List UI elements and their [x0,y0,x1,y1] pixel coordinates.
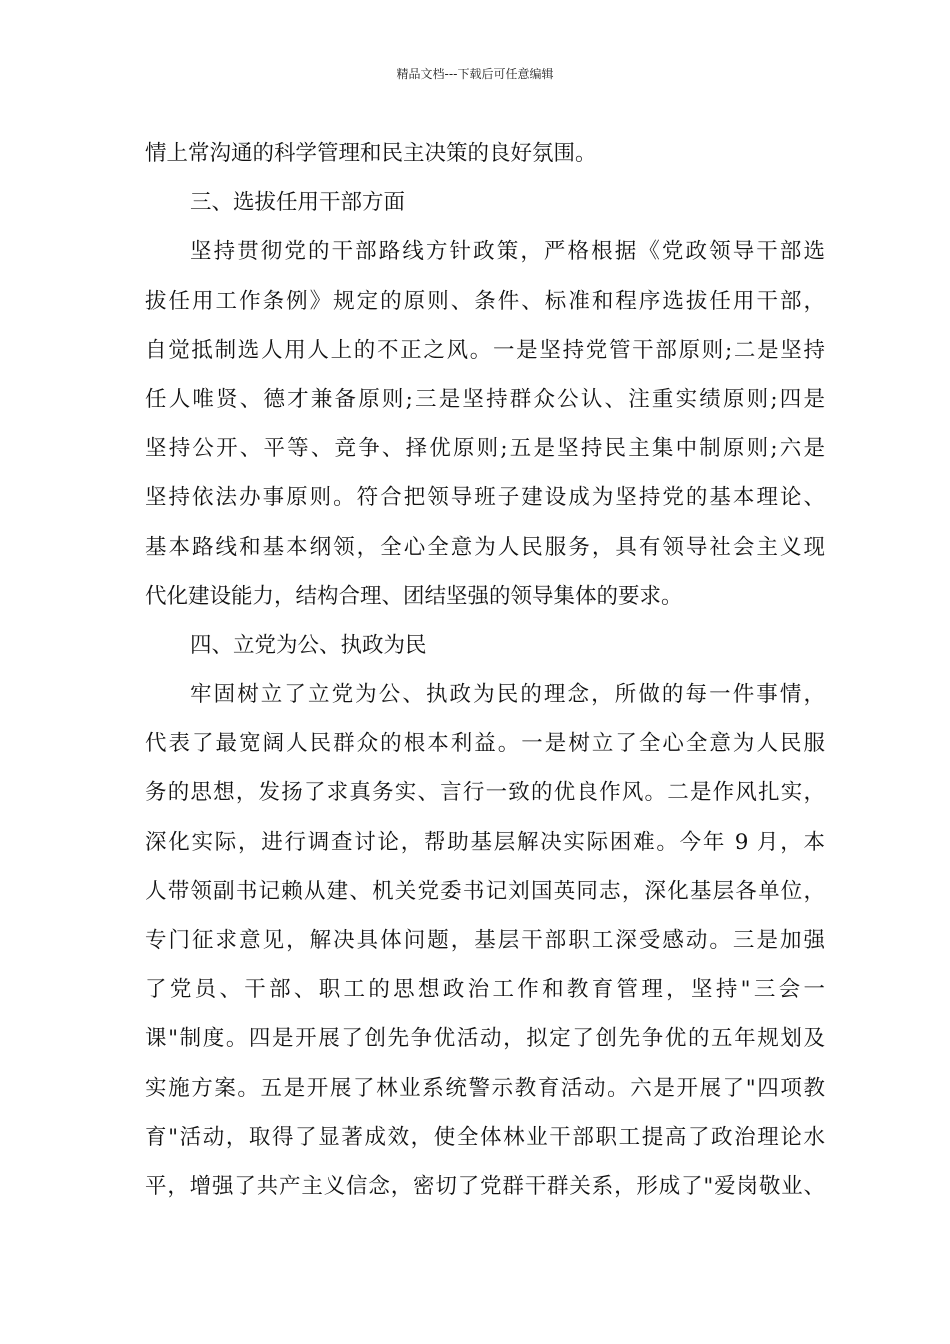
text-line: 拔任用工作条例》规定的原则、条件、标准和程序选拔任用干部， [145,288,825,314]
text-line: 牢固树立了立党为公、执政为民的理念，所做的每一件事情， [190,682,825,708]
text-line: 坚持贯彻党的干部路线方针政策，严格根据《党政领导干部选 [190,239,825,265]
text-line: 专门征求意见，解决具体问题，基层干部职工深受感动。三是加强 [145,928,825,953]
page-header: 精品文档---下载后可任意编辑 [396,67,554,81]
text-line: 坚持公开、平等、竞争、择优原则;五是坚持民主集中制原则;六是 [145,436,825,462]
text-line: 坚持依法办事原则。符合把领导班子建设成为坚持党的基本理论、 [145,485,825,511]
text-line: 实施方案。五是开展了林业系统警示教育活动。六是开展了"四项教 [145,1075,825,1101]
section-heading: 三、选拔任用干部方面 [190,190,406,216]
text-line: 育"活动，取得了显著成效，使全体林业干部职工提高了政治理论水 [145,1124,825,1150]
text-line: 基本路线和基本纲领，全心全意为人民服务，具有领导社会主义现 [145,534,825,560]
text-line: 人带领副书记赖从建、机关党委书记刘国英同志，深化基层各单位， [145,878,825,904]
text-line: 代化建设能力，结构合理、团结坚强的领导集体的要求。 [145,583,683,609]
text-line: 深化实际，进行调查讨论，帮助基层解决实际困难。今年 9 月，本 [145,829,825,855]
text-line: 自觉抵制选人用人上的不正之风。一是坚持党管干部原则;二是坚持 [145,337,825,363]
text-line: 平，增强了共产主义信念，密切了党群干群关系，形成了"爱岗敬业、 [145,1173,825,1199]
section-heading: 四、立党为公、执政为民 [190,632,427,658]
text-line: 务的思想，发扬了求真务实、言行一致的优良作风。二是作风扎实， [145,780,825,806]
text-line: 了党员、干部、职工的思想政治工作和教育管理，坚持"三会一 [145,977,825,1003]
text-line: 任人唯贤、德才兼备原则;三是坚持群众公认、注重实绩原则;四是 [145,386,825,412]
text-line: 情上常沟通的科学管理和民主决策的良好氛围。 [145,141,597,166]
text-line: 课"制度。四是开展了创先争优活动，拟定了创先争优的五年规划及 [145,1026,825,1052]
document-body [145,129,825,1211]
text-line: 代表了最宽阔人民群众的根本利益。一是树立了全心全意为人民服 [145,731,825,757]
